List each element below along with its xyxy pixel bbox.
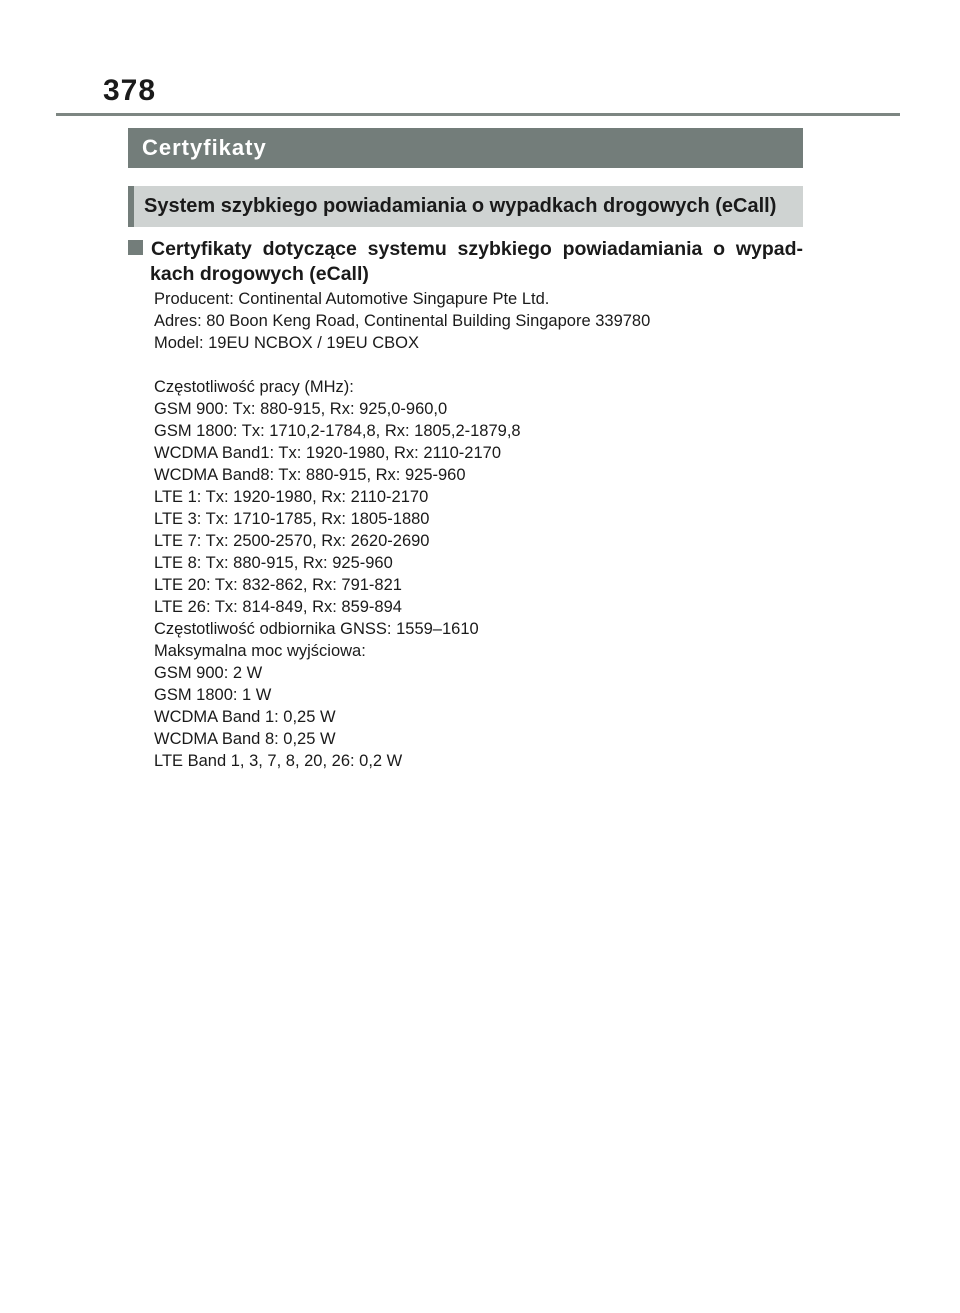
frequency-line: WCDMA Band 8: 0,25 W <box>154 730 336 748</box>
square-bullet-icon <box>128 240 143 255</box>
frequency-line: GSM 900: Tx: 880-915, Rx: 925,0-960,0 <box>154 400 448 418</box>
frequency-line: GSM 1800: Tx: 1710,2-1784,8, Rx: 1805,2-1879,8 <box>154 422 521 440</box>
body-text <box>154 288 794 772</box>
frequency-line: WCDMA Band8: Tx: 880-915, Rx: 925-960 <box>154 466 466 484</box>
heading-text-1: Certyfikaty dotyczące systemu szybkiego powiadamiania o wypad- <box>151 238 803 260</box>
frequency-line: GSM 900: 2 W <box>154 664 263 682</box>
heading-line-1 <box>128 237 803 262</box>
heading-line-2: kach drogowych (eCall) <box>150 263 369 285</box>
frequency-line: Maksymalna moc wyjściowa: <box>154 642 366 660</box>
frequency-line: LTE 26: Tx: 814-849, Rx: 859-894 <box>154 598 402 616</box>
section-title: Certyfikaty <box>128 128 803 168</box>
frequency-line: LTE 8: Tx: 880-915, Rx: 925-960 <box>154 554 393 572</box>
subsection-title: System szybkiego powiadamiania o wypadkach drogowych (eCall) <box>128 186 803 227</box>
frequency-line: Częstotliwość pracy (MHz): <box>154 378 354 396</box>
top-rule <box>56 113 900 116</box>
frequency-line: WCDMA Band1: Tx: 1920-1980, Rx: 2110-2170 <box>154 444 501 462</box>
frequency-line: Częstotliwość odbiornika GNSS: 1559–1610 <box>154 620 479 638</box>
heading <box>128 237 803 287</box>
info-line-model: Model: 19EU NCBOX / 19EU CBOX <box>154 334 420 352</box>
spacer <box>154 354 794 376</box>
frequency-line: LTE Band 1, 3, 7, 8, 20, 26: 0,2 W <box>154 752 403 770</box>
frequency-line: LTE 7: Tx: 2500-2570, Rx: 2620-2690 <box>154 532 430 550</box>
page-number: 378 <box>103 74 157 107</box>
frequency-line: GSM 1800: 1 W <box>154 686 272 704</box>
frequency-line: LTE 20: Tx: 832-862, Rx: 791-821 <box>154 576 402 594</box>
frequency-line: LTE 1: Tx: 1920-1980, Rx: 2110-2170 <box>154 488 429 506</box>
info-line-producer: Producent: Continental Automotive Singapure Pte Ltd. <box>154 290 550 308</box>
frequency-line: LTE 3: Tx: 1710-1785, Rx: 1805-1880 <box>154 510 430 528</box>
frequency-line: WCDMA Band 1: 0,25 W <box>154 708 336 726</box>
info-line-address: Adres: 80 Boon Keng Road, Continental Building Singapore 339780 <box>154 312 651 330</box>
